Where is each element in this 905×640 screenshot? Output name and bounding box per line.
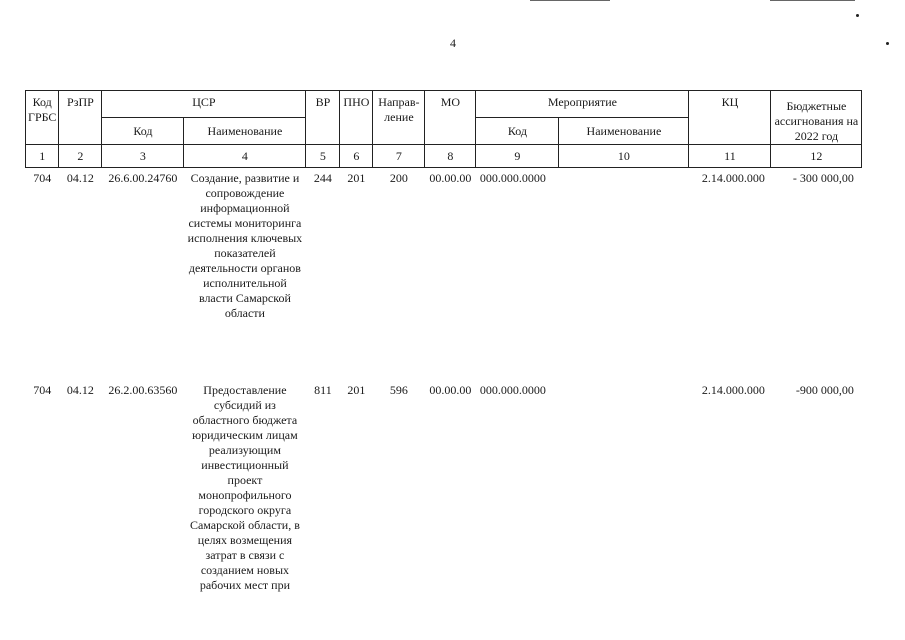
cell-mo: 00.00.00 bbox=[429, 383, 472, 397]
column-number: 4 bbox=[184, 145, 306, 168]
column-number: 5 bbox=[306, 145, 340, 168]
column-number: 3 bbox=[102, 145, 184, 168]
header-pno: ПНО bbox=[340, 91, 373, 145]
column-number: 1 bbox=[26, 145, 59, 168]
scan-artifact-line bbox=[530, 0, 610, 1]
table-row bbox=[26, 374, 862, 593]
header-grbs: Код ГРБС bbox=[26, 91, 59, 145]
page-number: 4 bbox=[450, 36, 456, 50]
cell-vr: 811 bbox=[314, 383, 332, 397]
cell-csr-code: 26.6.00.24760 bbox=[108, 171, 178, 185]
column-number-row bbox=[26, 145, 862, 168]
column-number: 6 bbox=[340, 145, 373, 168]
cell-kc: 2.14.000.000 bbox=[701, 171, 765, 185]
header-csr-code: Код bbox=[102, 118, 184, 145]
header-csr-name: Наименование bbox=[184, 118, 306, 145]
header-mo: МО bbox=[425, 91, 476, 145]
header-event-code: Код bbox=[476, 118, 559, 145]
cell-event-code: 000.000.0000 bbox=[479, 383, 546, 397]
header-rzpr: РзПР bbox=[59, 91, 102, 145]
cell-direction: 596 bbox=[389, 383, 408, 397]
cell-grbs: 704 bbox=[33, 383, 52, 397]
header-event: Мероприятие bbox=[476, 91, 689, 118]
column-number: 8 bbox=[425, 145, 476, 168]
column-number: 11 bbox=[689, 145, 771, 168]
column-number: 7 bbox=[373, 145, 425, 168]
cell-pno: 201 bbox=[347, 171, 366, 185]
cell-kc: 2.14.000.000 bbox=[701, 383, 765, 397]
cell-rzpr: 04.12 bbox=[66, 171, 94, 185]
cell-rzpr: 04.12 bbox=[66, 383, 94, 397]
scan-artifact-dot bbox=[856, 14, 859, 17]
cell-csr-name: Предоставление субсидий из областного бюджета юридическим лицам реализующим инвестиционный проект монопрофильного городского округа Самарской области, в целях возмещения затрат в связи с созданием новых рабочих мест при bbox=[189, 383, 300, 592]
column-number: 9 bbox=[476, 145, 559, 168]
column-number: 2 bbox=[59, 145, 102, 168]
scan-artifact-dot bbox=[886, 42, 889, 45]
column-number: 10 bbox=[559, 145, 689, 168]
header-budget: Бюджетные ассигнования на 2022 год bbox=[771, 91, 862, 145]
budget-table bbox=[25, 90, 862, 593]
header-kc: КЦ bbox=[689, 91, 771, 145]
cell-vr: 244 bbox=[313, 171, 332, 185]
column-number: 12 bbox=[771, 145, 862, 168]
header-csr: ЦСР bbox=[102, 91, 306, 118]
cell-csr-code: 26.2.00.63560 bbox=[108, 383, 178, 397]
cell-grbs: 704 bbox=[33, 171, 52, 185]
header-event-name: Наименование bbox=[559, 118, 689, 145]
cell-csr-name: Создание, развитие и сопровождение информационной системы мониторинга исполнения ключевых показателей деятельности органов исполнительной власти Самарской области bbox=[187, 171, 303, 320]
cell-mo: 00.00.00 bbox=[429, 171, 472, 185]
header-direction: Направ-ление bbox=[373, 91, 425, 145]
cell-event-code: 000.000.0000 bbox=[479, 171, 546, 185]
cell-pno: 201 bbox=[347, 383, 366, 397]
cell-amount: -900 000,00 bbox=[795, 383, 854, 397]
cell-event-name bbox=[559, 374, 689, 593]
scan-artifact-line bbox=[770, 0, 855, 1]
header-vr: ВР bbox=[306, 91, 340, 145]
table-row bbox=[26, 168, 862, 375]
cell-amount: - 300 000,00 bbox=[792, 171, 854, 185]
cell-event-name bbox=[559, 168, 689, 375]
cell-direction: 200 bbox=[389, 171, 408, 185]
